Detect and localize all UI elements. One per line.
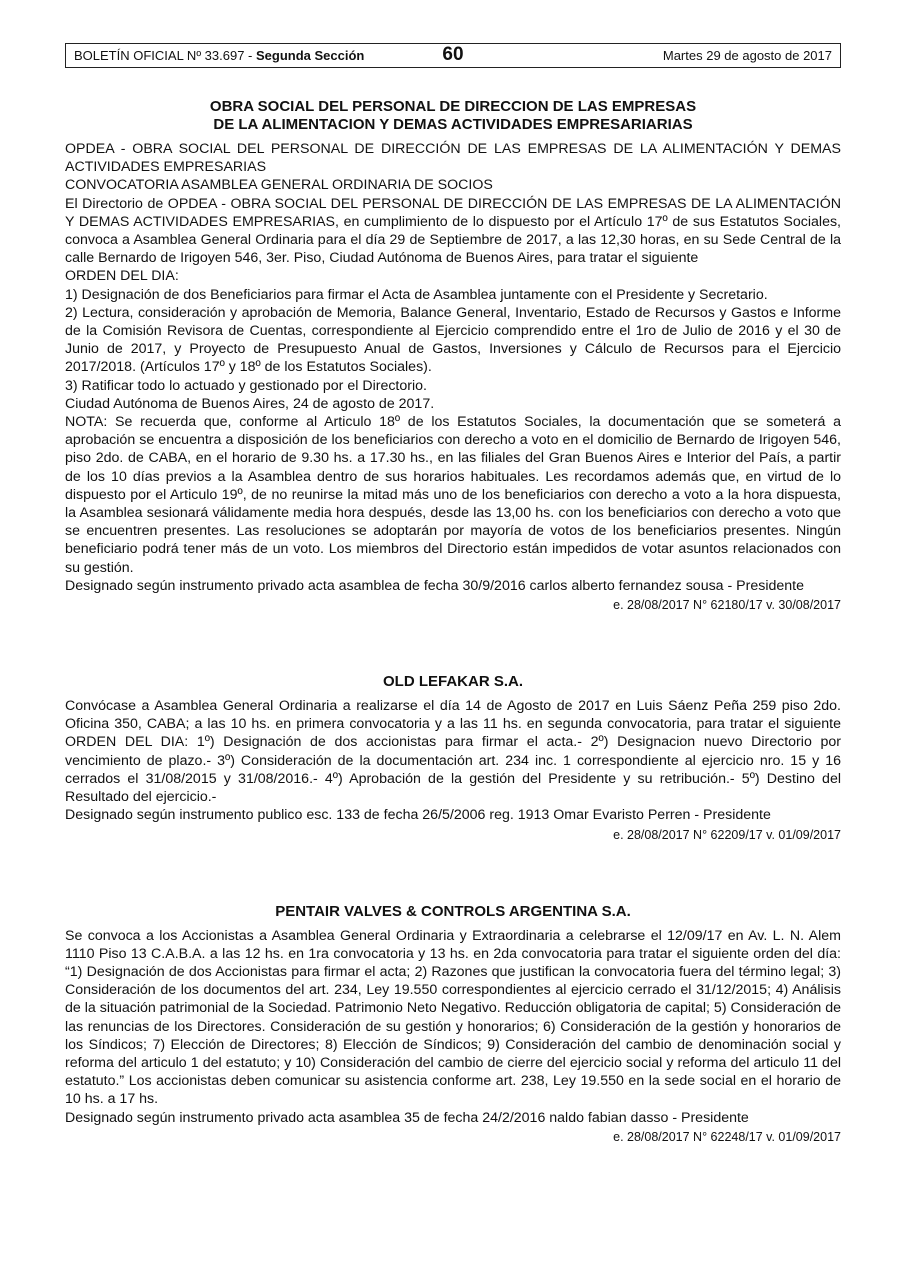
notice-paragraph: CONVOCATORIA ASAMBLEA GENERAL ORDINARIA DE SOCIOS <box>65 177 493 194</box>
notice-paragraph: El Directorio de OPDEA - OBRA SOCIAL DEL PERSONAL DE DIRECCIÓN DE LAS EMPRESAS DE LA ALIMENTACIÓN Y DEMAS ACTIVIDADES EMPRESARIAS, en cumplimiento de lo dispuesto por el Artículo 17º de sus Estatutos Sociales, convoca a Asamblea General Ordinaria para el día 29 de Septiembre de 2017, a las 12,30 horas, en su Sede Central de la calle Bernardo de Irigoyen 546, 3er. Piso, Ciudad Autónoma de Buenos Aires, para tratar el siguiente <box>65 195 841 267</box>
notice-paragraph: 1) Designación de dos Beneficiarios para firmar el Acta de Asamblea juntamente con el Presidente y Secretario. <box>65 286 768 303</box>
page-header <box>65 43 841 68</box>
document-page <box>65 43 841 1145</box>
notice-paragraph: Se convoca a los Accionistas a Asamblea General Ordinaria y Extraordinaria a celebrarse el 12/09/17 en Av. L. N. Alem 1110 Piso 13 C.A.B.A. a las 12 hs. en 1ra convocatoria y 13 hs. en 2da convocatoria para tratar el siguiente orden del día: “1) Designación de dos Accionistas para firmar el acta; 2) Razones que justifican la convocatoria fuera del término legal; 3) Consideración de los documentos del art. 234, Ley 19.550 correspondientes al ejercicio cerrado el 31/12/2015; 4) Análisis de la situación patrimonial de la Sociedad. Patrimonio Neto Negativo. Reducción obligatoria de capital; 5) Consideración de las renuncias de los Directores. Consideración de su gestión y honorarios; 6) Consideración de la gestión y honorarios de los Síndicos; 7) Elección de Directores; 8) Elección de Síndicos; 9) Consideración del cambio de denominación social y reforma del articulo 1 del estatuto; y 10) Consideración del cambio de cierre del ejercicio social y reforma del articulo 11 del estatuto.” Los accionistas deben comunicar su asistencia conforme art. 238, Ley 19.550 en la sede social en el horario de 10 hs. a 17 hs. <box>65 927 841 1108</box>
notice-title <box>65 903 841 921</box>
notice-title-line: DE LA ALIMENTACION Y DEMAS ACTIVIDADES EMPRESARIARIAS <box>213 116 693 133</box>
page-number: 60 <box>442 44 464 65</box>
notice-pentair <box>65 903 841 1145</box>
notice-reference: e. 28/08/2017 N° 62209/17 v. 01/09/2017 <box>613 827 841 842</box>
notice-opdea <box>65 98 841 613</box>
notice-spacer <box>65 613 841 645</box>
notice-paragraph: Designado según instrumento publico esc. 133 de fecha 26/5/2006 reg. 1913 Omar Evaristo Perren - Presidente <box>65 807 771 824</box>
header-date: Martes 29 de agosto de 2017 <box>662 48 832 63</box>
notice-paragraph: NOTA: Se recuerda que, conforme al Articulo 18º de los Estatutos Sociales, la documentación que se someterá a aprobación se encuentra a disposición de los beneficiarios con derecho a voto en el domicilio de Bernardo de Irigoyen 546, piso 2do. de CABA, en el horario de 9.30 hs. a 17.30 hs., en las filiales del Gran Buenos Aires e Interior del País, a partir de los 10 días previos a la Asamblea dentro de sus horarios habituales. Les recordamos además que, en virtud de lo dispuesto por el Articulo 19º, de no reunirse la mitad más uno de los beneficiarios con derecho a voto a la hora dispuesta, la Asamblea sesionará válidamente media hora después, desde las 13,00 hs. con los beneficiarios con derecho a voto que se encuentren presentes. Las resoluciones se adoptarán por mayoría de votos de los beneficiarios presentes. Ningún beneficiario podrá tener más de un voto. Los miembros del Directorio están impedidos de votar asuntos relacionados con su gestión. <box>65 414 841 576</box>
notice-reference: e. 28/08/2017 N° 62180/17 v. 30/08/2017 <box>613 598 841 613</box>
publication-name: BOLETÍN OFICIAL Nº 33.697 - <box>74 48 256 63</box>
notice-paragraph: Designado según instrumento privado acta asamblea de fecha 30/9/2016 carlos alberto fernandez sousa - Presidente <box>65 577 805 594</box>
notice-paragraph: Ciudad Autónoma de Buenos Aires, 24 de agosto de 2017. <box>65 395 435 412</box>
notice-paragraph: Convócase a Asamblea General Ordinaria a realizarse el día 14 de Agosto de 2017 en Luis Sáenz Peña 259 piso 2do. Oficina 350, CABA; a las 10 hs. en primera convocatoria y a las 11 hs. en segunda convocatoria, para tratar el siguiente ORDEN DEL DIA: 1º) Designación de dos accionistas para firmar el acta.- 2º) Designacion nuevo Directorio por vencimiento de plazo.- 3º) Consideración de la documentación art. 234 inc. 1 correspondiente al ejercicio nro. 15 y 16 cerrados el 31/08/2015 y 31/08/2016.- 4º) Aprobación de la gestión del Presidente y su retribución.- 5º) Destino del Resultado del ejercicio.- <box>65 698 841 806</box>
notice-spacer <box>65 843 841 875</box>
section-name: Segunda Sección <box>256 48 365 63</box>
notice-paragraph: OPDEA - OBRA SOCIAL DEL PERSONAL DE DIRECCIÓN DE LAS EMPRESAS DE LA ALIMENTACIÓN Y DEMAS ACTIVIDADES EMPRESARIAS <box>65 141 841 176</box>
notice-title-line: OLD LEFAKAR S.A. <box>382 673 523 691</box>
notice-title-line: PENTAIR VALVES & CONTROLS ARGENTINA S.A. <box>275 902 631 920</box>
notice-title <box>65 98 841 134</box>
notice-reference: e. 28/08/2017 N° 62248/17 v. 01/09/2017 <box>613 1129 841 1144</box>
notice-paragraph: ORDEN DEL DIA: <box>65 268 179 285</box>
notice-title-line: OBRA SOCIAL DEL PERSONAL DE DIRECCION DE LAS EMPRESAS <box>209 98 697 115</box>
notice-paragraph: 2) Lectura, consideración y aprobación de Memoria, Balance General, Inventario, Estado de Recursos y Gastos e Informe de la Comisión Revisora de Cuentas, correspondiente al Ejercicio comprendido entre el 1ro de Julio de 2016 y el 30 de Junio de 2017, y Proyecto de Presupuesto Anual de Gastos, Inversiones y Cálculo de Recursos para el Ejercicio 2017/2018. (Artículos 17º y 18º de los Estatutos Sociales). <box>65 304 841 376</box>
notice-title <box>65 673 841 691</box>
notice-paragraph: 3) Ratificar todo lo actuado y gestionado por el Directorio. <box>65 377 427 394</box>
notice-old-lefakar <box>65 673 841 842</box>
notice-paragraph: Designado según instrumento privado acta asamblea 35 de fecha 24/2/2016 naldo fabian dasso - Presidente <box>65 1109 749 1126</box>
